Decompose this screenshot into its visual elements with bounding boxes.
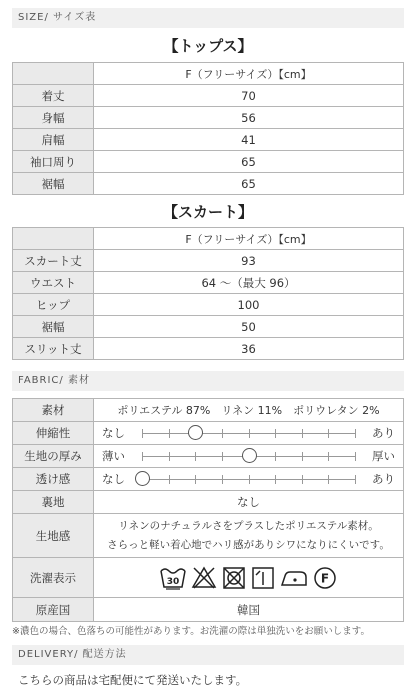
- row-value: 100: [94, 294, 404, 316]
- care-label: 洗濯表示: [13, 558, 94, 598]
- delivery-text: こちらの商品は宅配便にて発送いたします。: [18, 673, 248, 687]
- scale-tick: [249, 429, 250, 438]
- row-label: 着丈: [13, 85, 94, 107]
- material-label: 素材: [13, 399, 94, 422]
- care-symbols: [94, 558, 404, 598]
- scale-indicator: [188, 425, 203, 440]
- scale-tick: [302, 429, 303, 438]
- corner-cell: [13, 63, 94, 85]
- scale-tick: [249, 475, 250, 484]
- lining-label: 裏地: [13, 491, 94, 514]
- scale-left-label: なし: [102, 426, 125, 440]
- scale-tick: [142, 429, 143, 438]
- row-value: 56: [94, 107, 404, 129]
- scale-right-label: あり: [372, 472, 395, 486]
- scale-label: 伸縮性: [13, 422, 94, 445]
- scale-tick: [275, 452, 276, 461]
- row-value: 36: [94, 338, 404, 360]
- scale-tick: [302, 452, 303, 461]
- row-label: 肩幅: [13, 129, 94, 151]
- scale-tick: [222, 429, 223, 438]
- tops-size-table: [12, 62, 404, 195]
- column-header: F（フリーサイズ）【cm】: [94, 63, 404, 85]
- dryclean-letter: F: [320, 571, 330, 585]
- wash-temp: 30: [166, 576, 180, 587]
- care-note: ※濃色の場合、色落ちの可能性があります。お洗濯の際は単独洗いをお願いします。: [12, 626, 370, 637]
- scale-tick: [355, 452, 356, 461]
- row-label: 裾幅: [13, 173, 94, 195]
- scale-left-label: 薄い: [102, 449, 125, 463]
- stretch-scale: [94, 422, 404, 445]
- fabric-section-header: FABRIC/ 素材: [12, 371, 404, 391]
- feel-line-1: リネンのナチュラルさをプラスしたポリエステル素材。: [118, 519, 379, 532]
- scale-indicator: [242, 448, 257, 463]
- scale-track: [142, 433, 355, 434]
- corner-cell: [13, 228, 94, 250]
- line-dry-icon: [251, 566, 275, 590]
- row-label: スカート丈: [13, 250, 94, 272]
- row-label: 裾幅: [13, 316, 94, 338]
- size-section-header: SIZE/ サイズ表: [12, 8, 404, 28]
- scale-tick: [222, 452, 223, 461]
- scale-tick: [355, 429, 356, 438]
- fabric-table: [12, 398, 404, 622]
- scale-left-label: なし: [102, 472, 125, 486]
- scale-right-label: 厚い: [372, 449, 395, 463]
- row-value: 65: [94, 151, 404, 173]
- scale-tick: [328, 452, 329, 461]
- delivery-section-header: DELIVERY/ 配送方法: [12, 645, 404, 665]
- feel-line-2: さらっと軽い着心地でハリ感がありシワになりにくいです。: [107, 538, 390, 551]
- row-label: 袖口周り: [13, 151, 94, 173]
- origin-label: 原産国: [13, 598, 94, 622]
- scale-right-label: あり: [372, 426, 395, 440]
- scale-track: [142, 479, 355, 480]
- skirt-size-table: [12, 227, 404, 360]
- scale-tick: [142, 452, 143, 461]
- column-header: F（フリーサイズ）【cm】: [94, 228, 404, 250]
- scale-label: 透け感: [13, 468, 94, 491]
- scale-tick: [328, 475, 329, 484]
- scale-track: [142, 456, 355, 457]
- dry-clean-f-icon: [313, 566, 337, 590]
- scale-tick: [328, 429, 329, 438]
- scale-tick: [275, 475, 276, 484]
- row-label: 身幅: [13, 107, 94, 129]
- lining-value: なし: [94, 491, 404, 514]
- scale-indicator: [135, 471, 150, 486]
- row-value: 41: [94, 129, 404, 151]
- scale-tick: [195, 452, 196, 461]
- no-tumble-dry-icon: [222, 566, 246, 590]
- scale-tick: [355, 475, 356, 484]
- skirt-title: 【スカート】: [162, 203, 253, 221]
- scale-tick: [302, 475, 303, 484]
- material-value: ポリエステル 87% リネン 11% ポリウレタン 2%: [94, 399, 404, 422]
- scale-tick: [195, 475, 196, 484]
- row-value: 65: [94, 173, 404, 195]
- scale-label: 生地の厚み: [13, 445, 94, 468]
- sheerness-scale: [94, 468, 404, 491]
- scale-tick: [222, 475, 223, 484]
- row-value: 64 ～（最大 96）: [94, 272, 404, 294]
- iron-low-icon: [280, 566, 308, 590]
- row-label: ウエスト: [13, 272, 94, 294]
- row-value: 93: [94, 250, 404, 272]
- feel-label: 生地感: [13, 514, 94, 558]
- scale-tick: [169, 452, 170, 461]
- wash-30-icon: [160, 566, 186, 590]
- tops-title: 【トップス】: [163, 37, 253, 55]
- scale-tick: [169, 475, 170, 484]
- origin-value: 韓国: [94, 598, 404, 622]
- row-value: 50: [94, 316, 404, 338]
- thickness-scale: [94, 445, 404, 468]
- row-value: 70: [94, 85, 404, 107]
- scale-tick: [275, 429, 276, 438]
- row-label: ヒップ: [13, 294, 94, 316]
- row-label: スリット丈: [13, 338, 94, 360]
- no-bleach-icon: [191, 566, 217, 590]
- scale-tick: [169, 429, 170, 438]
